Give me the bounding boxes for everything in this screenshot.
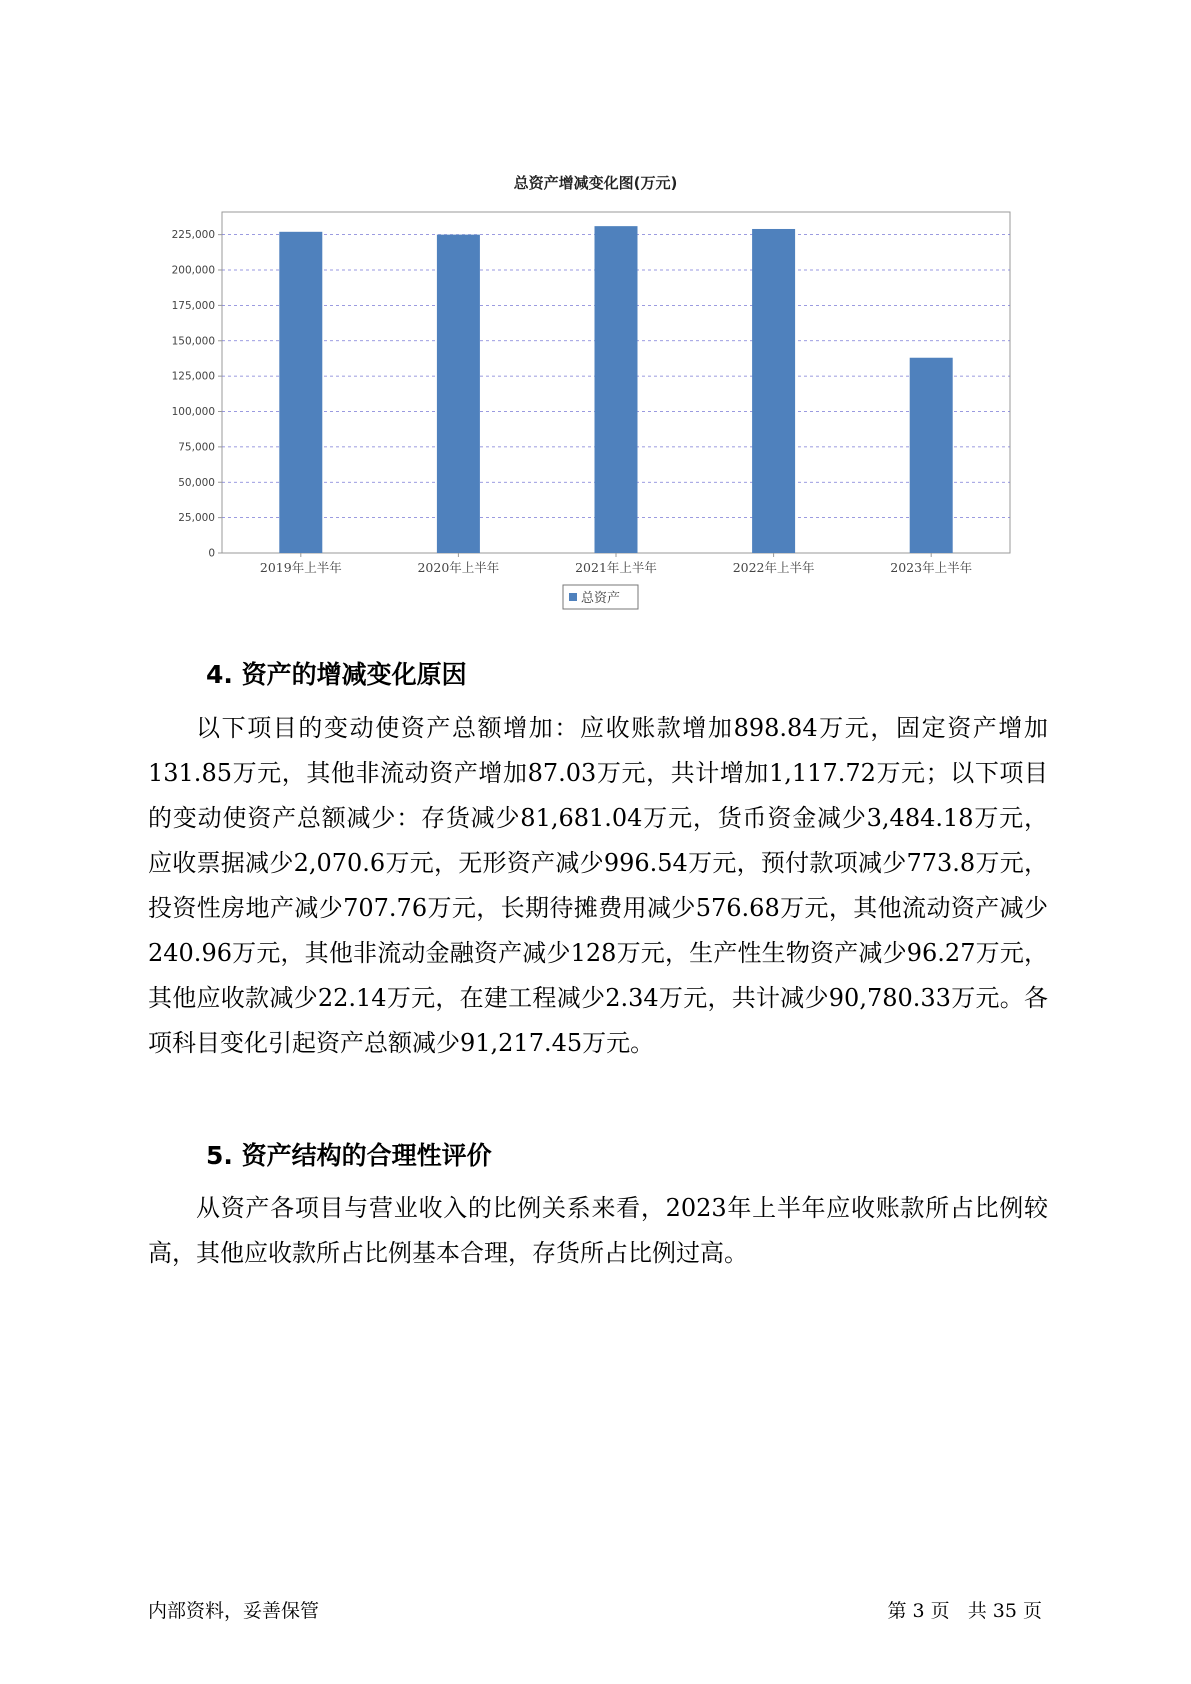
y-tick-label: 75,000 <box>178 441 215 454</box>
y-tick-label: 25,000 <box>178 512 215 525</box>
bar <box>595 226 638 553</box>
section-5-paragraph: 从资产各项目与营业收入的比例关系来看，2023年上半年应收账款所占比例较高，其他应收款所占比例基本合理，存货所占比例过高。 <box>148 1194 1048 1267</box>
legend-swatch <box>569 593 577 601</box>
y-tick-label: 50,000 <box>178 476 215 489</box>
bar <box>752 229 795 553</box>
total-assets-bar-chart <box>0 0 1191 620</box>
x-tick-label: 2022年上半年 <box>732 560 815 575</box>
legend-label: 总资产 <box>581 591 621 606</box>
x-tick-label: 2020年上半年 <box>417 560 500 575</box>
y-tick-label: 150,000 <box>171 335 215 348</box>
bar <box>437 235 480 553</box>
bar <box>910 358 953 553</box>
x-tick-label: 2019年上半年 <box>259 560 342 575</box>
footer-confidential-note: 内部资料，妥善保管 <box>148 1600 320 1622</box>
y-tick-label: 100,000 <box>171 406 215 419</box>
section-4-paragraph: 以下项目的变动使资产总额增加：应收账款增加898.84万元，固定资产增加131.85万元，其他非流动资产增加87.03万元，共计增加1,117.72万元；以下项目的变动使资产总额减少：存货减少81,681.04万元，货币资金减少3,484.18万元，应收票据减少2,070.6万元，无形资产减少996.54万元，预付款项减少773.8万元，投资性房地产减少707.76万元，长期待摊费用减少576.68万元，其他流动资产减少240.96万元，其他非流动金融资产减少128万元，生产性生物资产减少96.27万元，其他应收款减少22.14万元，在建工程减少2.34万元，共计减少90,780.33万元。各项科目变化引起资产总额减少91,217.45万元。 <box>148 714 1048 1057</box>
y-tick-label: 175,000 <box>171 299 215 312</box>
y-tick-label: 0 <box>208 547 215 560</box>
y-tick-label: 200,000 <box>171 264 215 277</box>
footer-page-number: 第 3 页 共 35 页 <box>887 1600 1042 1622</box>
y-tick-label: 125,000 <box>171 370 215 383</box>
x-tick-label: 2021年上半年 <box>575 560 657 575</box>
y-tick-label: 225,000 <box>171 229 215 242</box>
section-5-heading: 5. 资产结构的合理性评价 <box>206 1141 492 1170</box>
x-tick-label: 2023年上半年 <box>890 560 973 575</box>
bar <box>279 232 322 553</box>
section-4-heading: 4. 资产的增减变化原因 <box>206 660 467 689</box>
chart-title: 总资产增减变化图(万元) <box>513 174 678 192</box>
